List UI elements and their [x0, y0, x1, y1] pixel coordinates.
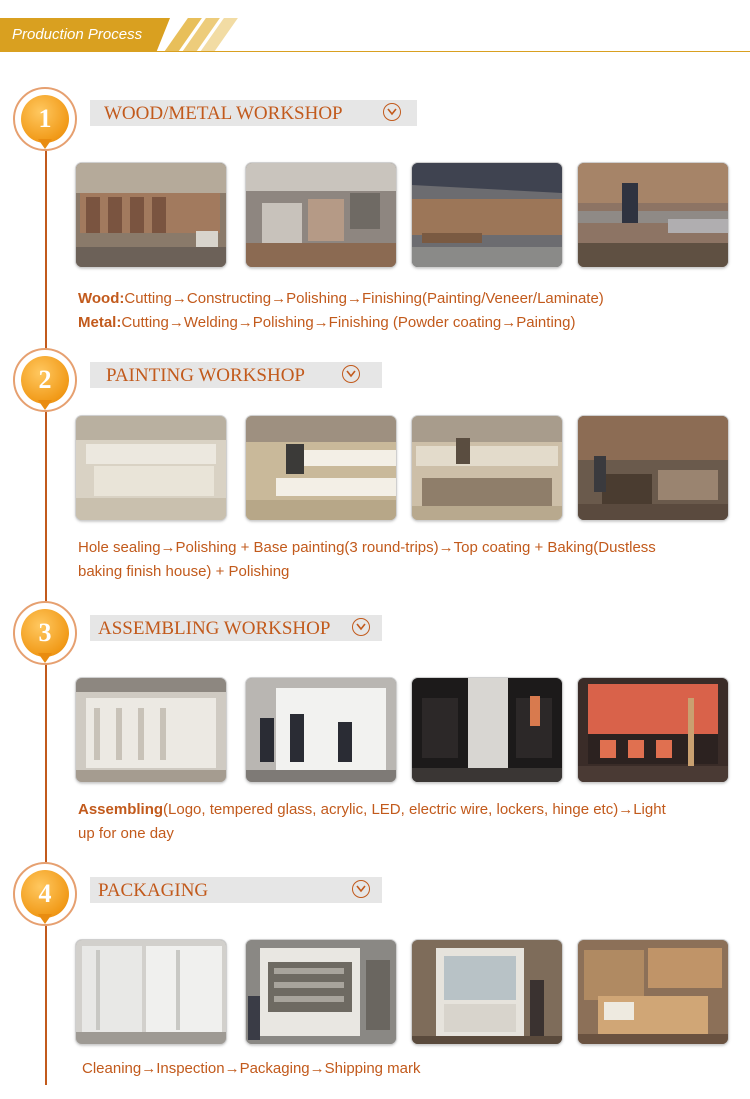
step-badge-2: [13, 348, 77, 412]
caption-label-assembling: Assembling: [78, 801, 164, 818]
caption-label-wood: Wood:: [78, 290, 125, 307]
photo-wood-workshop-2: [246, 163, 396, 267]
caption-text: baking finish house) + Polishing: [78, 563, 290, 580]
photo-painting-workshop-3: [412, 416, 562, 520]
caption-line-assembling-2: [78, 822, 728, 846]
step-number: 3: [38, 618, 52, 647]
caption-text: Cleaning→Inspection→Packaging→Shipping mark: [82, 1060, 421, 1077]
caption-text: up for one day: [78, 825, 174, 842]
photo-painting-workshop-1: [76, 416, 226, 520]
section-caption-2: [78, 536, 728, 584]
section-title-text: WOOD/METAL WORKSHOP: [104, 103, 343, 124]
caption-label-metal: Metal:: [78, 314, 122, 331]
step-badge-4: [13, 862, 77, 926]
section-title-painting: [90, 362, 382, 388]
section-caption-3: [78, 798, 728, 846]
photo-painting-workshop-4: [578, 416, 728, 520]
section-caption-1: [78, 287, 728, 335]
photo-assembling-workshop-4: [578, 678, 728, 782]
caption-line-painting-1: [78, 536, 728, 560]
photo-packaging-3: [412, 940, 562, 1044]
section-title-text: PAINTING WORKSHOP: [106, 365, 305, 386]
step-number: 2: [38, 365, 52, 394]
chevron-down-circle-icon[interactable]: [383, 103, 401, 121]
section-caption-4: [82, 1057, 732, 1081]
step-number: 1: [38, 104, 52, 133]
header-banner: [0, 18, 750, 54]
banner-title: Production Process: [12, 26, 143, 43]
photo-painting-workshop-2: [246, 416, 396, 520]
section-title-packaging: [90, 877, 382, 903]
photo-assembling-workshop-1: [76, 678, 226, 782]
step-badge-3: [13, 601, 77, 665]
caption-text-wood: Cutting→Constructing→Polishing→Finishing(Painting/Veneer/Laminate): [124, 290, 604, 307]
section-title-assembling: [90, 615, 382, 641]
chevron-down-circle-icon[interactable]: [342, 365, 360, 383]
caption-line-packaging: [82, 1057, 732, 1081]
chevron-down-circle-icon[interactable]: [352, 618, 370, 636]
caption-text-metal: Cutting→Welding→Polishing→Finishing (Powder coating→Painting): [121, 314, 576, 331]
caption-line-assembling-1: [78, 798, 728, 822]
section-title-text: PACKAGING: [98, 880, 209, 901]
photo-assembling-workshop-3: [412, 678, 562, 782]
banner-underline: [0, 51, 750, 52]
photo-packaging-2: [246, 940, 396, 1044]
section-title-text: ASSEMBLING WORKSHOP: [98, 618, 331, 639]
caption-text: (Logo, tempered glass, acrylic, LED, electric wire, lockers, hinge etc)→Light: [163, 801, 666, 818]
caption-line-metal: [78, 311, 728, 335]
step-badge-1: [13, 87, 77, 151]
photo-packaging-1: [76, 940, 226, 1044]
photo-metal-workshop-4: [578, 163, 728, 267]
step-number: 4: [38, 879, 52, 908]
caption-line-wood: [78, 287, 728, 311]
photo-wood-workshop-3: [412, 163, 562, 267]
caption-text: Hole sealing→Polishing + Base painting(3 round-trips)→Top coating + Baking(Dustless: [78, 539, 656, 556]
chevron-down-circle-icon[interactable]: [352, 880, 370, 898]
section-title-wood-metal: [90, 100, 417, 126]
photo-assembling-workshop-2: [246, 678, 396, 782]
photo-packaging-4: [578, 940, 728, 1044]
caption-line-painting-2: [78, 560, 728, 584]
photo-wood-workshop-1: [76, 163, 226, 267]
